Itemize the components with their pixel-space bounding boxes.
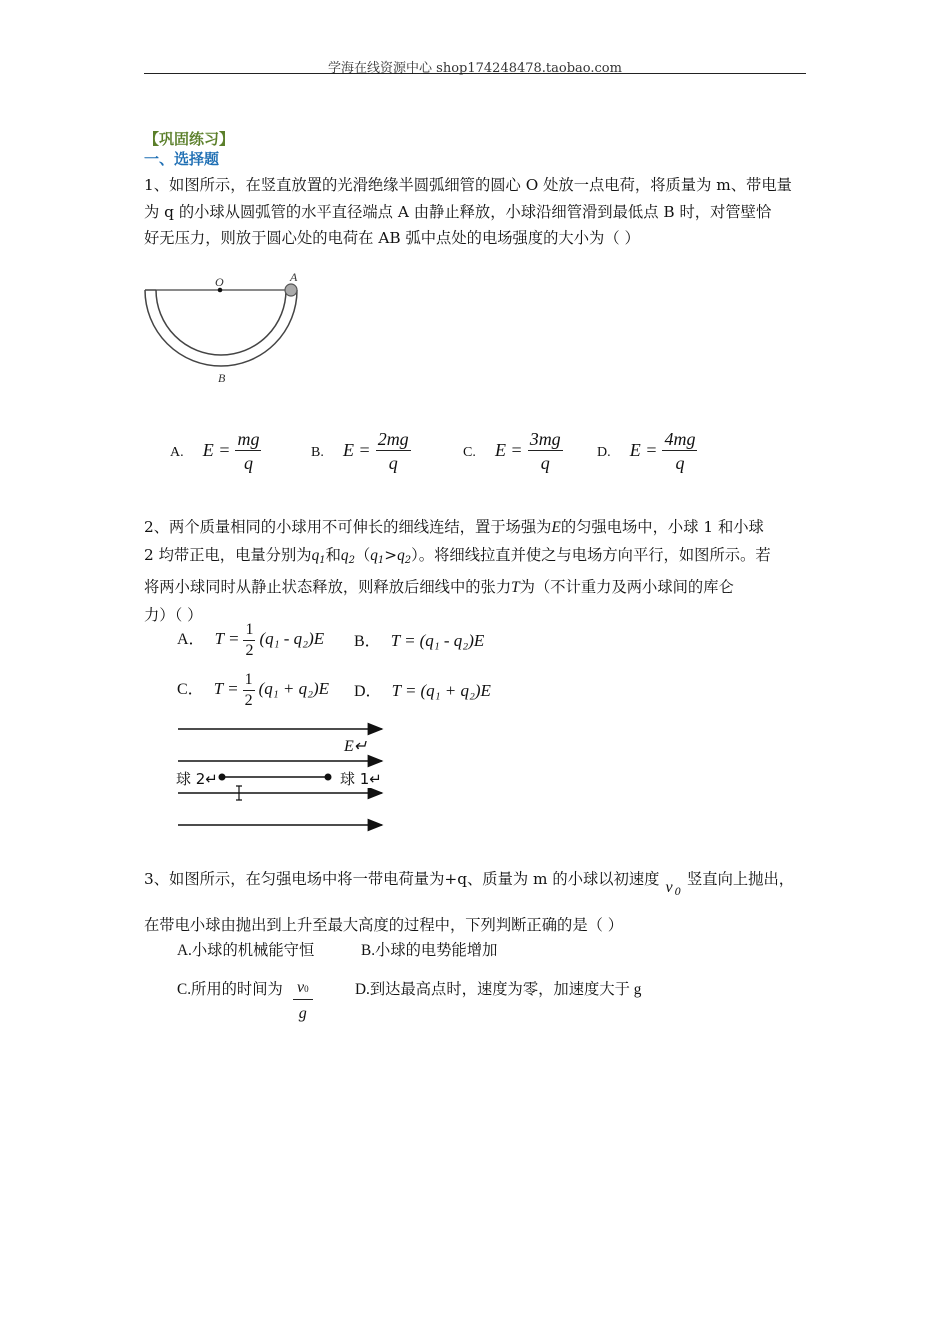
q1-option-c-lhs: E = <box>494 440 523 460</box>
ball-1 <box>325 774 332 781</box>
tube-inner-arc <box>156 290 286 355</box>
q1-option-d[interactable] <box>597 428 697 475</box>
q1-option-d-fraction: $\frac{4mg}{q}$ <box>664 429 696 473</box>
q2-option-a-label: A． <box>177 631 205 649</box>
q2-line-1: 2、两个质量相同的小球用不可伸长的细线连结，置于场强为E的匀强电场中，小球 1 和小球 <box>144 518 764 536</box>
q2-option-a[interactable] <box>177 620 324 661</box>
q1-option-d-lhs: E = <box>629 440 658 460</box>
q2-option-c-half: $\frac{1}{2}$ <box>244 671 253 709</box>
ball-2-label: 球 2↵ <box>176 770 218 788</box>
q2-option-d-body: (q₁ + q₂)E <box>420 681 491 700</box>
q2-option-d-label: D． <box>354 683 382 700</box>
field-label-e: E↵ <box>344 738 368 755</box>
q2-option-c-body: (q₁ + q₂)E <box>258 679 330 699</box>
ball-1-label: 球 1↵ <box>340 770 382 788</box>
q1-option-a-fraction: $\frac{mg}{q}$ <box>237 429 260 473</box>
page-header: 学海在线资源中心 shop174248478.taobao.com <box>328 61 622 76</box>
label-b: B <box>218 371 226 385</box>
q2-line-3: 将两小球同时从静止状态释放，则释放后细线中的张力T为（不计重力及两小球间的库仑 <box>144 578 734 596</box>
q2-option-d[interactable] <box>354 678 491 701</box>
q3-option-a[interactable]: A.小球的机械能守恒 <box>177 942 315 959</box>
q2-option-b[interactable] <box>354 628 484 651</box>
q2-option-b-body: (q₁ - q₂)E <box>419 631 485 650</box>
q2-option-d-t: T = <box>391 681 417 700</box>
q1-text <box>144 172 824 252</box>
q1-line-1: 1、如图所示，在竖直放置的光滑绝缘半圆弧细管的圆心 O 处放一点电荷，将质量为 m、带电量 <box>144 176 792 194</box>
q1-option-c[interactable] <box>463 428 563 475</box>
label-o: O <box>215 275 224 289</box>
q1-semicircle-figure <box>140 268 310 388</box>
q2-field-figure <box>174 718 394 838</box>
q2-option-a-body: (q₁ - q₂)E <box>259 629 325 649</box>
q1-option-c-label: C. <box>463 445 476 460</box>
q1-option-a[interactable] <box>170 428 261 475</box>
label-a: A <box>290 270 298 284</box>
ball-2 <box>219 774 226 781</box>
q2-line-4: 力）（ ） <box>144 605 203 624</box>
q3-option-c-fraction: v0 g <box>293 978 313 1028</box>
q1-option-a-label: A. <box>170 445 184 460</box>
q3-option-b[interactable]: B.小球的电势能增加 <box>361 942 498 959</box>
q2-text <box>144 514 824 628</box>
q2-option-c-label: C． <box>177 681 204 699</box>
q1-option-b-label: B. <box>311 445 324 460</box>
q1-option-c-fraction: $\frac{3mg}{q}$ <box>529 429 561 473</box>
q3-option-d[interactable]: D.到达最高点时，速度为零，加速度大于 g <box>355 981 642 998</box>
q2-option-b-t: T = <box>390 631 416 650</box>
q1-line-2: 为 q 的小球从圆弧管的水平直径端点 A 由静止释放，小球沿细管滑到最低点 B 时，对管壁恰 <box>144 202 772 221</box>
section-bracket-title: 【巩固练习】 <box>144 130 235 148</box>
ball-a <box>285 284 297 296</box>
q3-line-2: 在带电小球由抛出到上升至最大高度的过程中，下列判断正确的是（ ） <box>144 916 624 934</box>
q3-line-1: 3、如图所示，在匀强电场中将一带电荷量为+q、质量为 m 的小球以初速度 v $_0$竖直向上抛出， <box>144 870 795 898</box>
q2-option-a-half: $\frac{1}{2}$ <box>245 621 254 659</box>
q2-line-2: 2 均带正电，电量分别为$q_1$和$q_2(q_1>q_2)$。将细线拉直并使之与电场方向平行，如图所示。若 <box>144 545 771 566</box>
q2-option-a-t: T = <box>214 629 240 649</box>
q1-option-b[interactable] <box>311 428 411 475</box>
header-divider <box>144 73 806 74</box>
q3-option-c-label: C.所用的时间为 <box>177 981 283 998</box>
q2-option-c[interactable] <box>177 670 329 711</box>
q1-option-b-lhs: E = <box>342 440 371 460</box>
q1-option-a-lhs: E = <box>202 440 231 460</box>
q2-option-b-label: B． <box>354 633 381 650</box>
section-heading: 一、选择题 <box>144 150 220 168</box>
q1-line-3: 好无压力，则放于圆心处的电荷在 AB 弧中点处的电场强度的大小为（ ） <box>144 229 640 247</box>
q2-option-c-t: T = <box>213 679 239 699</box>
q1-option-b-fraction: $\frac{2mg}{q}$ <box>377 429 409 473</box>
q1-option-d-label: D. <box>597 445 611 460</box>
q3-option-c[interactable] <box>177 977 283 1004</box>
